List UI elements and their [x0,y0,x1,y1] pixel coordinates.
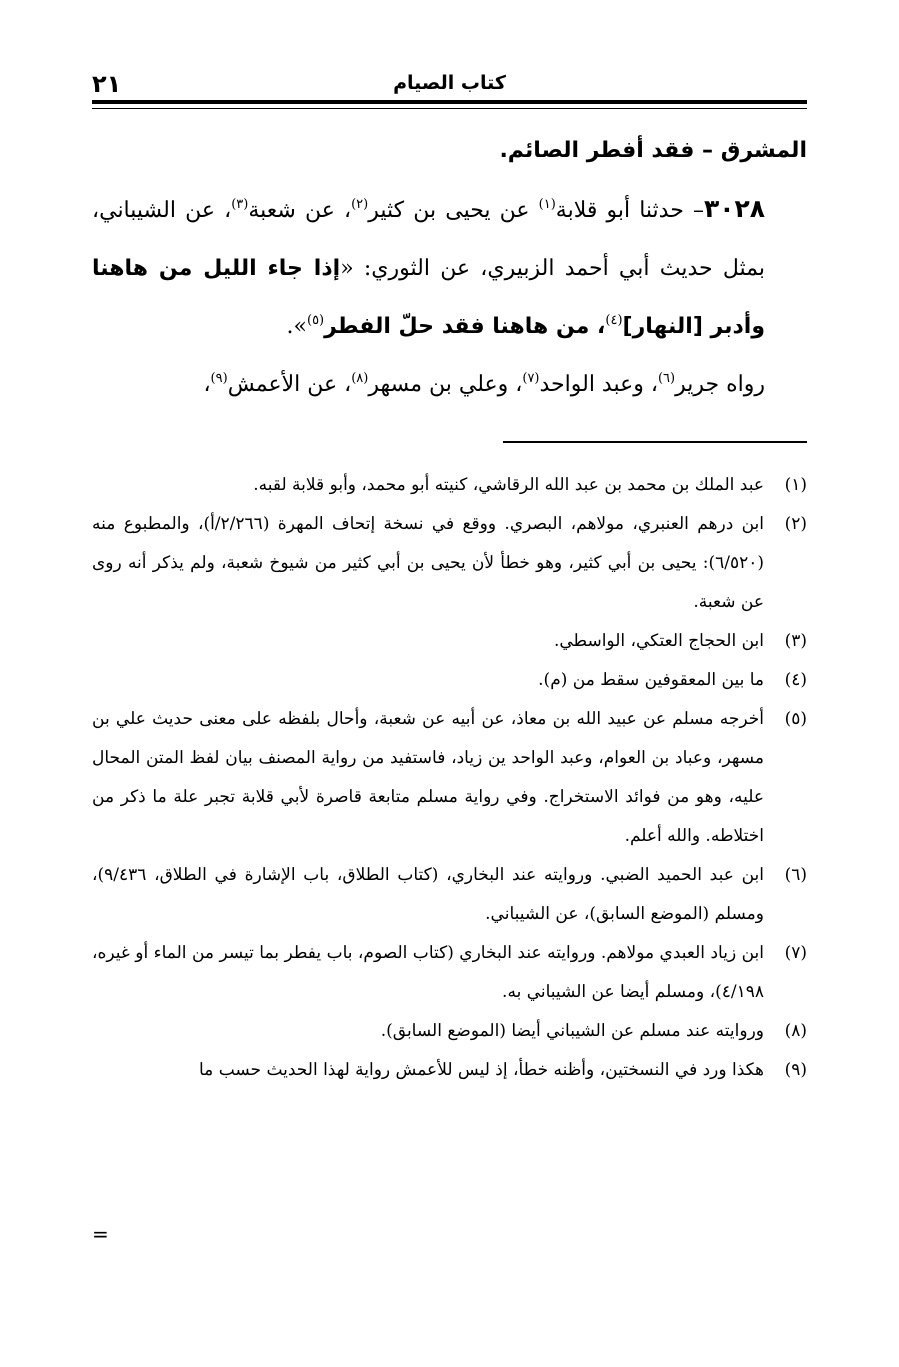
footnote-text: عبد الملك بن محمد بن عبد الله الرقاشي، كنيته أبو محمد، وأبو قلابة لقبه. [253,475,764,495]
footnote-text: ابن عبد الحميد الضبي. وروايته عند البخاري، (كتاب الطلاق، باب الإشارة في الطلاق، ٩/٤٣٦)، ومسلم (الموضع السابق)، عن الشيباني. [92,865,764,924]
footnotes [92,466,807,1090]
footnote-number: (٧) [784,943,807,963]
footnote-text: ما بين المعقوفين سقط من (م). [538,670,764,690]
text-segment: عن يحيى بن كثير [368,198,539,223]
footnote-item [92,700,807,856]
main-text [92,122,807,414]
footnote-number: (٦) [784,865,807,885]
header-rule-thin [92,108,807,109]
book-title: كتاب الصيام [393,72,506,94]
footnote-item [92,622,807,661]
footnote-ref: (٩) [210,370,228,386]
footnote-separator [503,441,807,443]
footnote-text: ابن الحجاج العتكي، الواسطي. [553,631,764,651]
text-segment: ، وعبد الواحد [539,372,658,397]
footnote-number: (٣) [784,631,807,651]
text-segment: ، [203,372,211,397]
footnote-text: أخرجه مسلم عن عبيد الله بن معاذ، عن أبيه عن شعبة، وأحال بلفظه على معنى حديث علي بن مسهر، وعباد بن العوام، وعبد الواحد ين زياد، فاستفيد من رواية المصنف بيان لفظ المتن المحال عليه، وهو من فوائد الاستخراج. وفي رواية مسلم متابعة قاصرة لأبي قلابة تجبر علة ما ذكر من اختلاطه. والله أعلم. [92,709,764,846]
footnote-ref: (٣) [231,196,249,212]
text-segment: – حدثنا أبو قلابة [555,198,704,223]
hadith-matn: ، من هاهنا فقد حلّ الفطر [324,314,606,339]
footnote-ref: (٨) [351,370,369,386]
footnote-number: (٩) [784,1060,807,1080]
footnote-text: هكذا ورد في النسختين، وأظنه خطأ، إذ ليس للأعمش رواية لهذا الحديث حسب ما [199,1060,764,1080]
footnote-ref: (٥) [306,312,325,328]
text-segment: ، عن الأعمش [227,372,352,397]
footnote-item [92,934,807,1012]
hadith-number: ٣٠٢٨ [703,194,765,223]
text-segment: ». [286,314,307,339]
footnote-ref: (٦) [657,370,676,386]
footnote-text: وروايته عند مسلم عن الشيباني أيضا (الموضع السابق). [380,1021,764,1041]
footnote-number: (٢) [784,514,807,534]
continuation-mark: = [92,1222,109,1246]
footnote-item [92,1051,807,1090]
footnote-ref: (٧) [522,370,540,386]
footnote-number: (٤) [784,670,807,690]
hadith-matn: إذا جاء الليل من هاهنا وأدبر [النهار] [92,256,765,339]
footnote-item [92,1012,807,1051]
header-rule-thick [92,100,807,104]
page-number: ٢١ [92,70,122,98]
footnote-number: (٨) [784,1021,807,1041]
opening-line: المشرق – فقد أفطر الصائم. [499,138,807,163]
footnote-text: ابن زياد العبدي مولاهم. وروايته عند البخاري (كتاب الصوم، باب يفطر بما تيسر من الماء أو غيره، ٤/١٩٨)، ومسلم أيضا عن الشيباني به. [92,943,764,1002]
text-segment: رواه جرير [675,372,765,397]
footnote-text: ابن درهم العنبري، مولاهم، البصري. ووقع في نسخة إتحاف المهرة (٢/٢٦٦/أ)، والمطبوع منه (٦/٥٢٠): يحيى بن أبي كثير، وهو خطأ لأن يحيى بن أبي كثير من شيوخ شعبة، ولم يذكر أنه روى عن شعبة. [92,514,764,612]
text-segment: ، عن شعبة [248,198,352,223]
narration-paragraph [92,356,807,414]
footnote-ref: (٢) [351,196,369,212]
footnote-ref: (١) [538,196,556,212]
footnote-item [92,856,807,934]
footnote-ref: (٤) [605,312,623,328]
text-segment: ، عن الشيباني، بمثل حديث أبي أحمد الزبيري، عن الثوري: « [92,198,765,281]
footnote-number: (١) [784,475,807,495]
page-header [92,66,807,102]
hadith-paragraph [92,180,807,356]
footnote-number: (٥) [784,709,807,729]
text-segment: ، وعلي بن مسهر [368,372,523,397]
footnote-item [92,661,807,700]
footnote-item [92,466,807,505]
footnote-item [92,505,807,622]
